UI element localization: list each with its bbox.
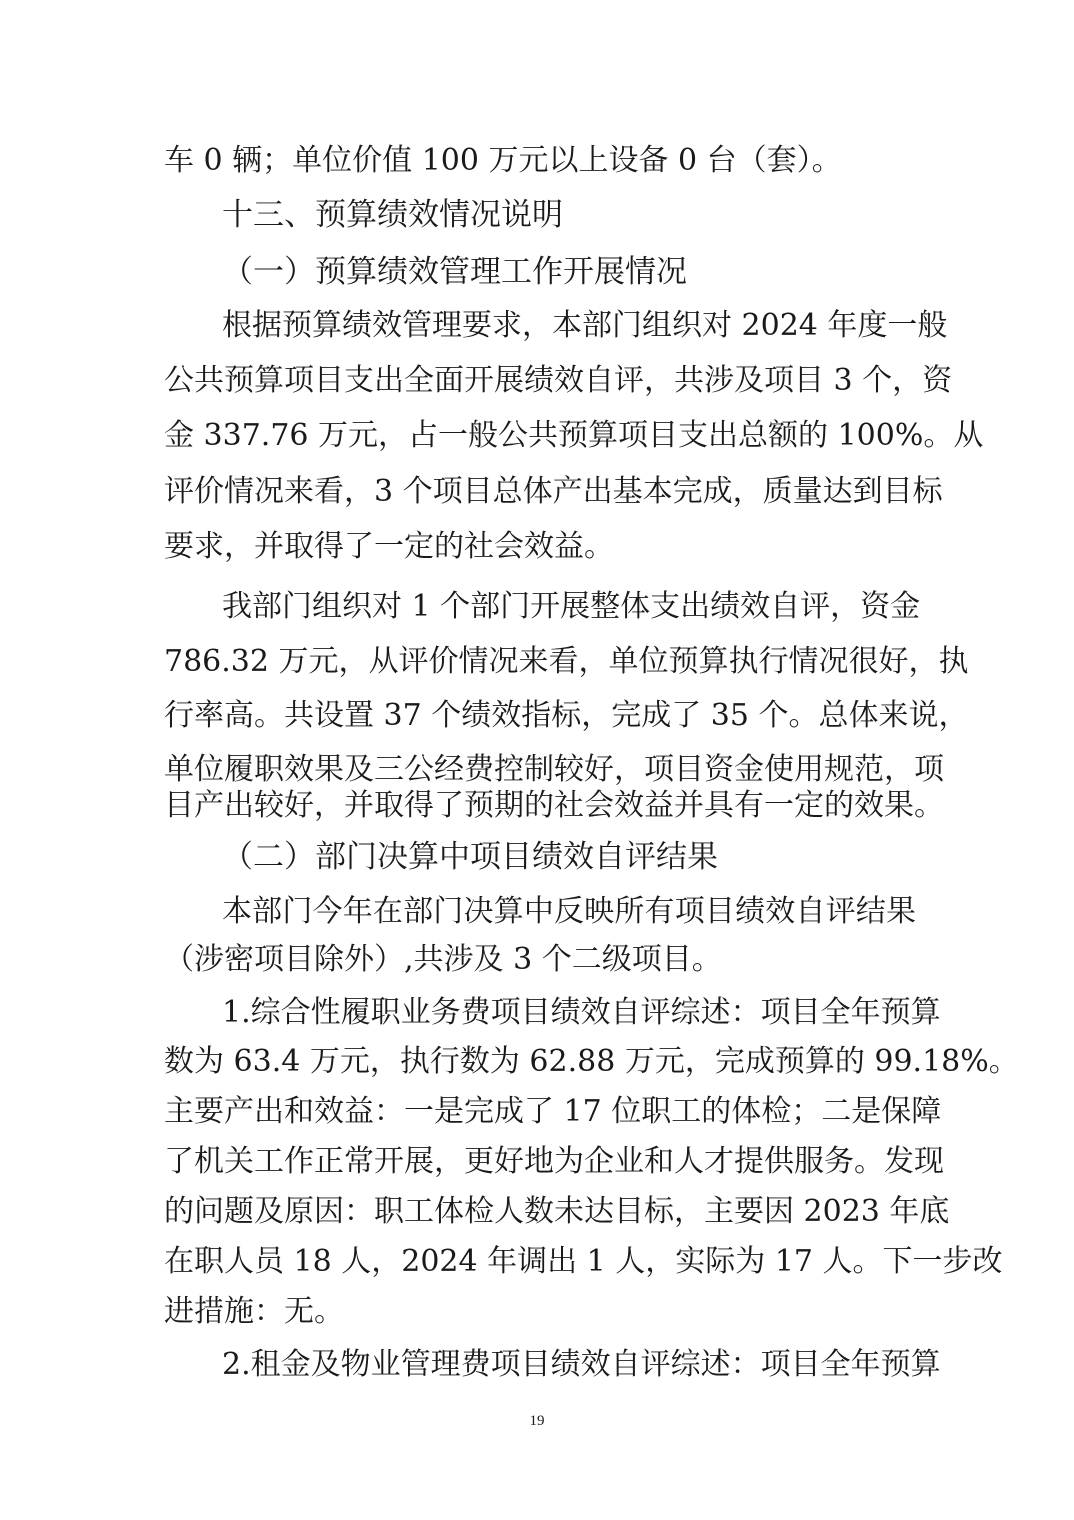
text-line: 在职人员 18 人，2024 年调出 1 人，实际为 17 人。下一步改 — [164, 1244, 1003, 1279]
text-line: 的问题及原因：职工体检人数未达目标，主要因 2023 年底 — [164, 1194, 950, 1229]
text-line: 根据预算绩效管理要求，本部门组织对 2024 年度一般 — [222, 308, 948, 343]
text-line: 主要产出和效益：一是完成了 17 位职工的体检；二是保障 — [164, 1094, 942, 1129]
text-line: 评价情况来看，3 个项目总体产出基本完成，质量达到目标 — [164, 474, 943, 509]
page-number: 19 — [529, 1413, 545, 1429]
text-line: 单位履职效果及三公经费控制较好，项目资金使用规范，项 — [164, 752, 944, 787]
section-heading: 十三、预算绩效情况说明 — [222, 197, 563, 233]
text-line: 2.租金及物业管理费项目绩效自评综述：项目全年预算 — [222, 1347, 941, 1382]
text-line: 786.32 万元，从评价情况来看，单位预算执行情况很好，执 — [164, 644, 969, 679]
text-line: 进措施：无。 — [164, 1294, 344, 1329]
text-line: 数为 63.4 万元，执行数为 62.88 万元，完成预算的 99.18%。 — [164, 1044, 1019, 1079]
subsection-heading: （一）预算绩效管理工作开展情况 — [222, 254, 687, 290]
text-line: 车 0 辆；单位价值 100 万元以上设备 0 台（套）。 — [164, 143, 842, 178]
text-line: 金 337.76 万元，占一般公共预算项目支出总额的 100%。从 — [164, 418, 984, 453]
text-line: 行率高。共设置 37 个绩效指标，完成了 35 个。总体来说， — [164, 698, 969, 733]
text-line: 本部门今年在部门决算中反映所有项目绩效自评结果 — [222, 894, 916, 929]
subsection-heading: （二）部门决算中项目绩效自评结果 — [222, 839, 718, 875]
text-line: 了机关工作正常开展，更好地为企业和人才提供服务。发现 — [164, 1144, 944, 1179]
text-line: 要求，并取得了一定的社会效益。 — [164, 529, 614, 564]
text-line: 1.综合性履职业务费项目绩效自评综述：项目全年预算 — [222, 995, 941, 1030]
text-line: 我部门组织对 1 个部门开展整体支出绩效自评，资金 — [222, 589, 921, 624]
text-line: 公共预算项目支出全面开展绩效自评，共涉及项目 3 个，资 — [164, 363, 953, 398]
text-line: 目产出较好，并取得了预期的社会效益并具有一定的效果。 — [164, 788, 944, 823]
text-line: （涉密项目除外）,共涉及 3 个二级项目。 — [164, 942, 722, 977]
